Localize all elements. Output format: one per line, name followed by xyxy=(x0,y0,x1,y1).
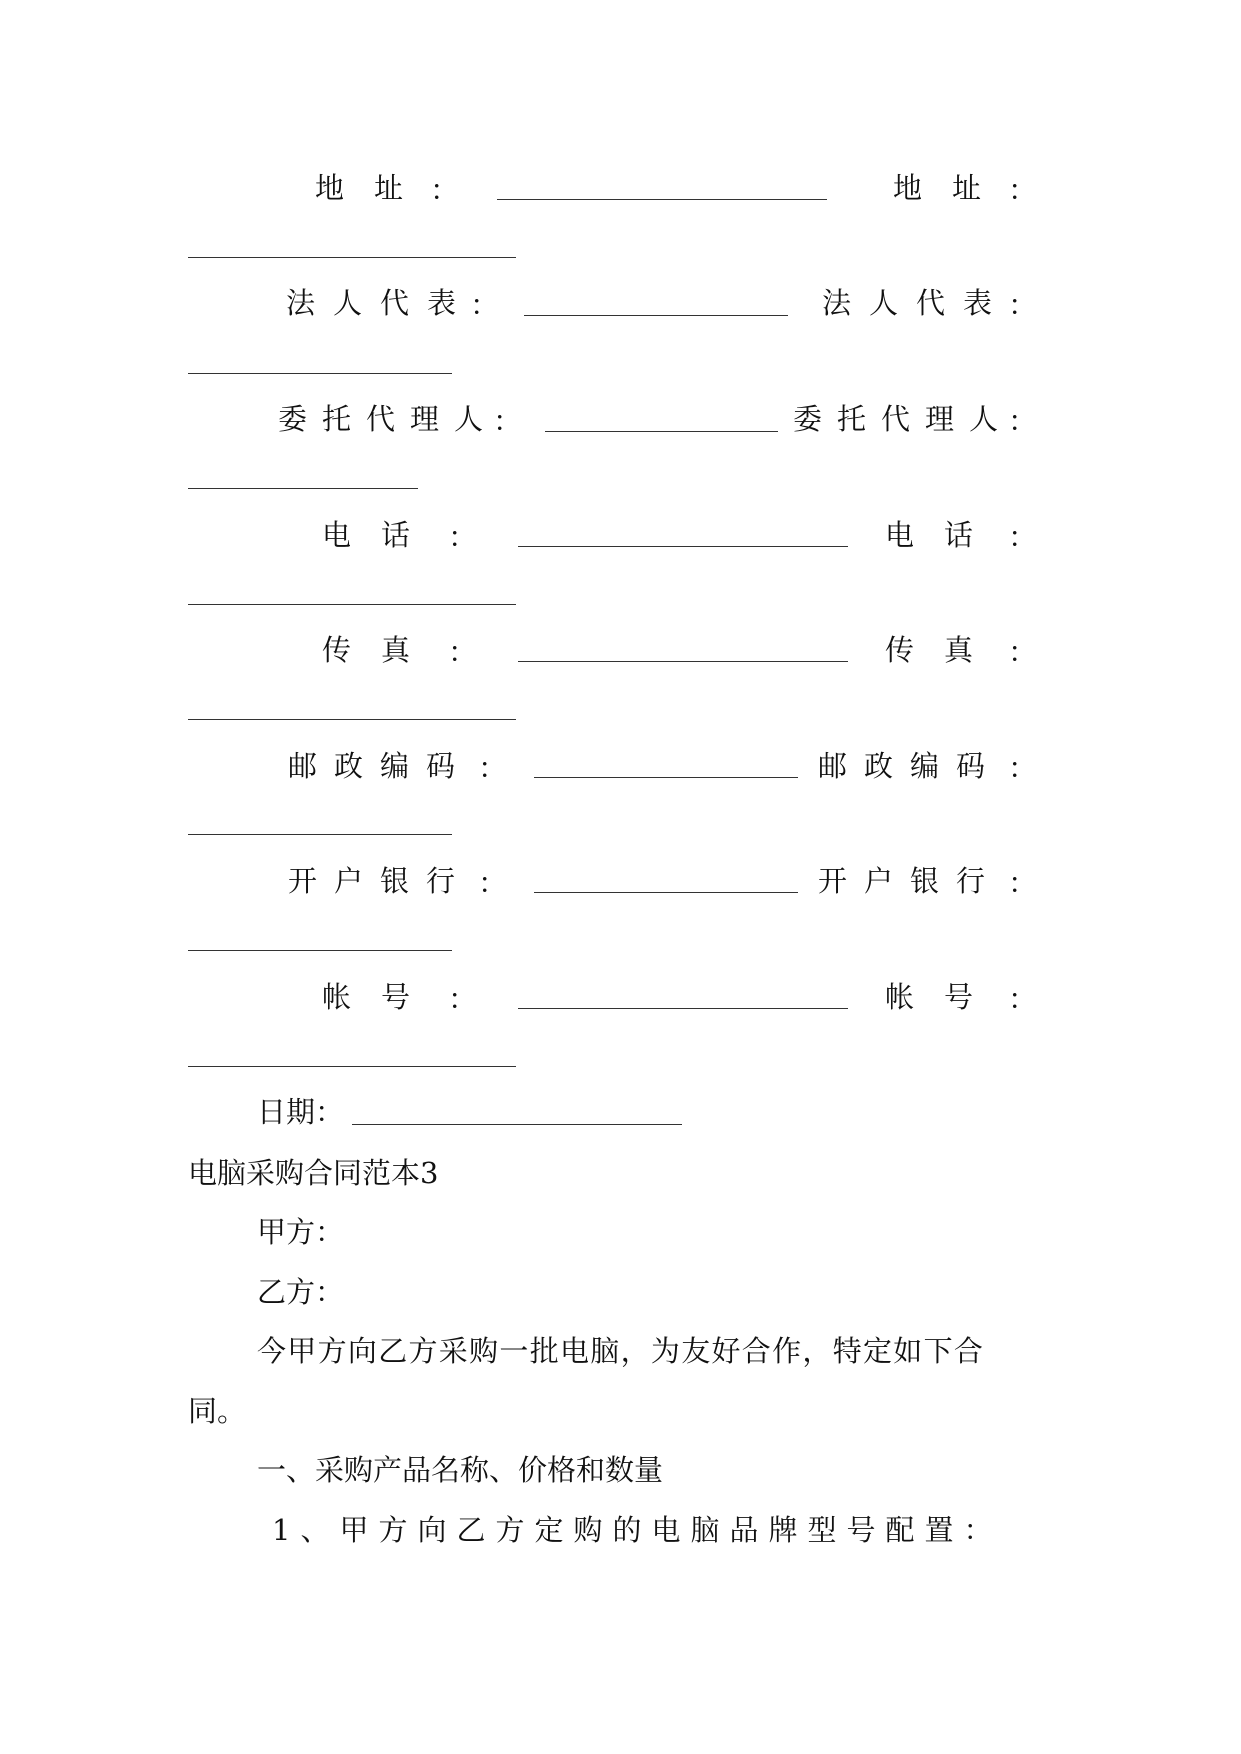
phone-label-left: 电话 xyxy=(322,518,441,552)
agent-colon-right: ： xyxy=(1008,404,1038,438)
legal-rep-colon-right: ： xyxy=(1008,288,1038,322)
intro-line-2: 同。 xyxy=(188,1394,247,1428)
contract-title: 电脑采购合同范本3 xyxy=(188,1156,439,1190)
fax-colon-right: ： xyxy=(1008,635,1038,669)
party-a: 甲方： xyxy=(257,1215,345,1249)
agent-label-left: 委托代理人 xyxy=(278,402,499,436)
legal-rep-colon-left: ： xyxy=(470,288,500,322)
postcode-label-left: 邮政编码 xyxy=(288,749,473,783)
agent-line-right xyxy=(188,488,418,489)
bank-line-right xyxy=(188,950,452,951)
postcode-line-left xyxy=(534,777,798,778)
phone-colon-right: ： xyxy=(1008,520,1038,554)
fax-label-right: 传真 xyxy=(885,633,1004,667)
bank-line-left xyxy=(534,892,798,893)
fax-colon-left: ： xyxy=(448,635,478,669)
address-colon-left: ： xyxy=(430,173,460,207)
agent-label-right: 委托代理人 xyxy=(793,402,1014,436)
account-line-right xyxy=(188,1066,516,1067)
phone-label-right: 电话 xyxy=(885,518,1004,552)
phone-line-left xyxy=(518,546,848,547)
address-colon-right: ： xyxy=(1008,173,1038,207)
legal-rep-line-left xyxy=(524,315,788,316)
section-1-title: 一、采购产品名称、价格和数量 xyxy=(257,1453,664,1487)
phone-colon-left: ： xyxy=(448,520,478,554)
date-label: 日期： xyxy=(257,1095,345,1129)
agent-colon-left: ： xyxy=(493,404,523,438)
legal-rep-line-right xyxy=(188,373,452,374)
postcode-colon-right: ： xyxy=(1008,751,1038,785)
phone-line-right xyxy=(188,604,516,605)
item-1: 1、甲方向乙方定购的电脑品牌型号配置： xyxy=(272,1513,1003,1547)
agent-line-left xyxy=(545,431,778,432)
bank-label-left: 开户银行 xyxy=(288,864,473,898)
bank-colon-left: ： xyxy=(478,866,508,900)
address-label-right: 地址 xyxy=(893,171,1012,205)
fax-line-right xyxy=(188,719,516,720)
fax-line-left xyxy=(518,661,848,662)
address-line-right xyxy=(188,257,516,258)
account-colon-left: ： xyxy=(448,982,478,1016)
bank-label-right: 开户银行 xyxy=(818,864,1003,898)
intro-line-1: 今甲方向乙方采购一批电脑，为友好合作，特定如下合 xyxy=(257,1334,985,1368)
account-label-left: 帐号 xyxy=(322,980,441,1014)
fax-label-left: 传真 xyxy=(322,633,441,667)
postcode-colon-left: ： xyxy=(478,751,508,785)
account-colon-right: ： xyxy=(1008,982,1038,1016)
postcode-label-right: 邮政编码 xyxy=(818,749,1003,783)
account-label-right: 帐号 xyxy=(885,980,1004,1014)
bank-colon-right: ： xyxy=(1008,866,1038,900)
party-b: 乙方： xyxy=(257,1275,345,1309)
postcode-line-right xyxy=(188,834,452,835)
address-line-left xyxy=(497,199,827,200)
date-line xyxy=(352,1124,682,1125)
address-label-left: 地址 xyxy=(315,171,434,205)
legal-rep-label-right: 法人代表 xyxy=(822,286,1011,320)
account-line-left xyxy=(518,1008,848,1009)
legal-rep-label-left: 法人代表 xyxy=(286,286,475,320)
